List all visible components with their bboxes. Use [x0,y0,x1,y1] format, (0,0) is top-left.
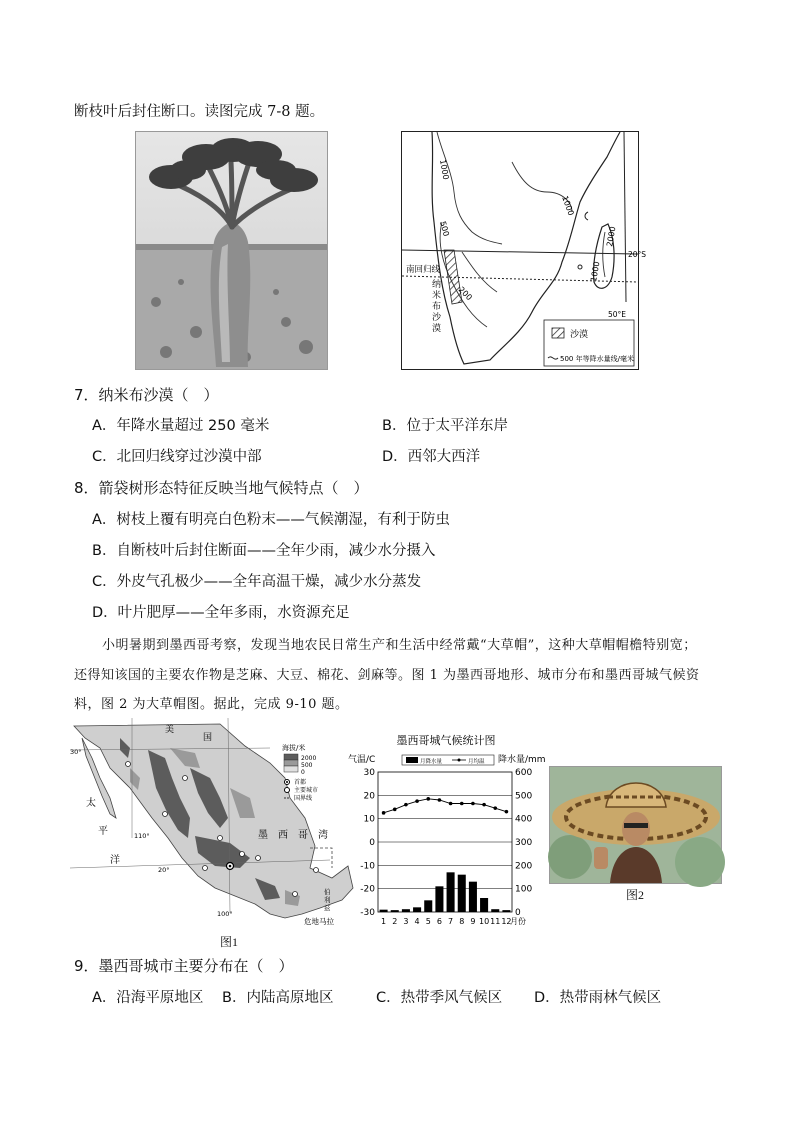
q9-option-b[interactable]: B．内陆高原地区 [222,990,334,1006]
iso-1000a: 1000 [438,158,451,181]
temp-tick-label: -20 [360,884,375,895]
namib-map [401,131,647,370]
precip-bar [435,886,443,912]
temp-point [404,803,408,807]
precip-bar [380,910,388,912]
temp-tick-label: -30 [360,908,375,918]
temp-point [382,811,386,815]
belize-label: 伯利兹 [324,888,331,912]
legend-desert: 沙漠 [570,330,589,340]
x-tick-label: 6 [436,917,442,926]
q8-option-d[interactable]: D．叶片肥厚——全年多雨，水资源充足 [92,605,350,621]
precip-bar [502,910,510,912]
x-tick-label: 11 [490,917,501,926]
precip-tick-label: 0 [515,908,521,918]
x-tick-label: 2 [392,917,398,926]
legend-2000: 2000 [301,755,317,762]
precip-bar [424,900,432,912]
q7-option-b[interactable]: B．位于太平洋东岸 [382,418,508,434]
x-tick-label: 4 [414,917,420,926]
x-tick-label: 12 [501,917,512,926]
q9-option-d[interactable]: D．热带雨林气候区 [534,990,662,1006]
lat20-label: 20° [158,866,170,874]
iso-200: 200 [456,285,474,303]
legend-500: 500 [301,762,313,769]
temp-point [493,806,497,810]
desert-name-vertical: 纳米布沙漠 [432,280,442,334]
climate-chart-svg [346,732,546,932]
x-tick-label: 9 [470,917,476,926]
lat30-label: 30° [70,748,82,756]
pacific-label-1: 太 [86,798,96,809]
chart-title: 墨西哥城气候统计图 [396,734,496,747]
precip-tick-label: 600 [515,768,533,778]
temp-point [449,802,453,806]
iso-1000c: 1000 [589,260,602,283]
q8-option-a[interactable]: A．树枝上覆有明亮白色粉末——气候潮湿，有利于防虫 [92,512,450,528]
lat-label: 20°S [628,250,647,259]
temp-tick-label: 10 [363,814,375,825]
fig1-caption: 图1 [220,935,239,949]
legend-border: 国界线 [294,795,313,802]
temp-tick-label: 20 [363,791,375,802]
precip-tick-label: 200 [515,861,533,872]
legend-isohyet: 500 年等降水量线/毫米 [560,355,634,363]
sombrero-illustration [550,767,721,883]
mexico-map-svg [70,718,356,930]
legend-precip-swatch [406,757,418,763]
precip-bar [391,910,399,912]
q7-stem: 7．纳米布沙漠（ ） [74,386,219,404]
temp-point [471,802,475,806]
temp-point [426,797,430,801]
intro-line: 断枝叶后封住断口。读图完成 7-8 题。 [74,104,325,120]
precip-tick-label: 400 [515,814,533,825]
paragraph-line-2: 还得知该国的主要农作物是芝麻、大豆、棉花、剑麻等。图 1 为墨西哥地形、城市分布和墨西哥城气候资 [74,668,700,683]
iso-500: 500 [438,220,451,238]
precip-tick-label: 100 [515,884,533,895]
precip-bar [447,872,455,912]
fig2-caption: 图2 [626,888,645,902]
q7-option-a[interactable]: A．年降水量超过 250 毫米 [92,418,270,434]
usa-label: 美 [165,725,175,735]
x-tick-label: 1 [381,917,387,926]
temp-point [438,798,442,802]
precip-bar [491,909,499,912]
quiver-tree-photo [135,131,328,370]
temp-point [393,808,397,812]
namib-map-svg [402,132,647,369]
iso-2000: 2000 [605,225,618,248]
q8-option-b[interactable]: B．自断枝叶后封住断面——全年少雨，减少水分摄入 [92,543,436,559]
q7-option-c[interactable]: C．北回归线穿过沙漠中部 [92,449,262,465]
temp-axis-label: 气温/C [348,755,376,765]
precip-tick-label: 500 [515,791,533,802]
tropic-label: 南回归线 [406,265,441,275]
climate-chart [346,732,546,932]
q7-option-d[interactable]: D．西邻大西洋 [382,449,481,465]
gulf-label: 墨 西 哥 湾 [258,830,328,841]
paragraph-line-3: 料，图 2 为大草帽图。据此，完成 9-10 题。 [74,697,349,712]
precip-bar [480,898,488,912]
x-tick-label: 8 [459,917,465,926]
legend-capital: 首都 [294,779,307,786]
q9-option-c[interactable]: C．热带季风气候区 [376,990,503,1006]
legend-city: 主要城市 [294,787,319,794]
legend-temp-label: 月均温 [468,759,485,765]
q9-stem: 9．墨西哥城市主要分布在（ ） [74,957,294,975]
quiver-tree-illustration [136,132,327,369]
temp-point [460,802,464,806]
q8-stem: 8．箭袋树形态特征反映当地气候特点（ ） [74,479,369,497]
usa-label-2: 国 [203,733,213,743]
legend-title: 海拔/米 [282,744,306,752]
lon100-label: 100° [217,910,233,918]
x-tick-label: 7 [448,917,454,926]
temp-tick-label: -10 [360,861,375,872]
guatemala-label: 危地马拉 [304,917,334,926]
q9-option-a[interactable]: A．沿海平原地区 [92,990,204,1006]
paragraph-line-1: 小明暑期到墨西哥考察，发现当地农民日常生产和生活中经常戴“大草帽”，这种大草帽帽檐特别宽； [102,638,697,653]
pacific-label-3: 洋 [110,855,120,866]
sombrero-photo [549,766,722,884]
x-tick-label: 10 [478,917,490,926]
lon110-label: 110° [134,832,150,840]
temp-tick-label: 30 [363,768,375,778]
x-suffix-label: 月份 [510,917,526,926]
q8-option-c[interactable]: C．外皮气孔极少——全年高温干燥，减少水分蒸发 [92,574,422,590]
temp-tick-label: 0 [369,838,375,848]
pacific-label-2: 平 [98,826,108,837]
precip-bar [413,907,421,912]
precip-tick-label: 300 [515,838,533,848]
temp-point [415,799,419,803]
precip-bar [469,882,477,912]
x-tick-label: 3 [403,917,409,926]
legend-0: 0 [301,769,305,776]
precip-bar [402,909,410,912]
precip-axis-label: 降水量/mm [498,755,546,765]
precip-bar [458,875,466,912]
temp-point [482,803,486,807]
lon-label: 50°E [608,310,627,319]
temp-point [505,810,509,814]
iso-1000b: 1000 [560,194,576,217]
legend-precip-label: 月降水量 [420,759,443,765]
x-tick-label: 5 [425,917,431,926]
mexico-map [70,718,356,930]
